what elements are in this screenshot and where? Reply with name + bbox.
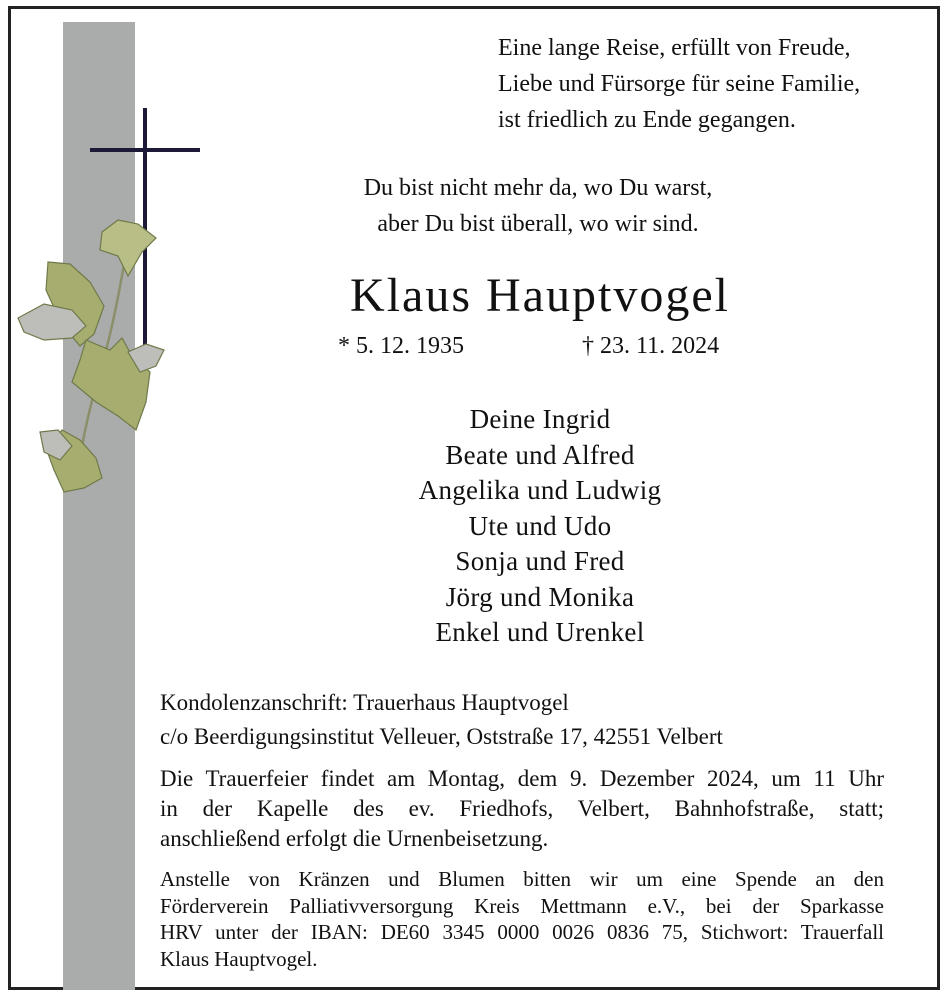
memorial-quote — [278, 170, 798, 242]
quote-line: Du bist nicht mehr da, wo Du warst, — [363, 175, 713, 201]
mourner-entry: Sonja und Fred — [455, 546, 625, 576]
birth-date: * 5. 12. 1935 — [338, 333, 464, 359]
intro-line: Liebe und Fürsorge für seine Familie, — [498, 71, 861, 97]
intro-line: ist friedlich zu Ende gegangen. — [498, 107, 796, 133]
donation-line: HRV unter der IBAN: DE60 3345 0000 0026 0836 75, Stichwort: Trauerfall — [160, 920, 884, 944]
address-line: c/o Beerdigungsinstitut Velleuer, Oststraße 17, 42551 Velbert — [160, 724, 723, 749]
donation-line: Klaus Hauptvogel. — [160, 946, 318, 971]
address-line: Kondolenzanschrift: Trauerhaus Hauptvogel — [160, 690, 569, 715]
mourner-entry: Jörg und Monika — [445, 581, 635, 612]
mourner-entry: Ute und Udo — [468, 510, 612, 541]
deceased-name: Klaus Hauptvogel — [350, 269, 730, 322]
death-date: † 23. 11. 2024 — [582, 333, 720, 359]
mourner-entry: Angelika und Ludwig — [418, 475, 662, 505]
intro-line: Eine lange Reise, erfüllt von Freude, — [498, 35, 851, 61]
mourner-entry: Enkel und Urenkel — [435, 617, 645, 647]
ceremony-line: Die Trauerfeier findet am Montag, dem 9. Dezember 2024, um 11 Uhr — [160, 766, 884, 791]
ceremony-line: anschließend erfolgt die Urnenbeisetzung. — [160, 826, 549, 851]
ceremony-line: in der Kapelle des ev. Friedhofs, Velbert, Bahnhofstraße, statt; — [160, 796, 884, 821]
mourner-entry: Beate und Alfred — [445, 439, 635, 470]
condolence-address — [160, 686, 890, 754]
donation-line: Anstelle von Kränzen und Blumen bitten wir um eine Spende an den — [160, 867, 884, 891]
intro-verse — [498, 30, 938, 138]
mourner-entry: Deine Ingrid — [469, 404, 611, 434]
ivy-leaves-icon — [18, 220, 164, 492]
quote-line: aber Du bist überall, wo wir sind. — [377, 211, 699, 237]
donation-request — [160, 866, 884, 972]
funeral-service-notice — [160, 764, 884, 854]
donation-line: Förderverein Palliativversorgung Kreis Mettmann e.V., bei der Sparkasse — [160, 893, 884, 918]
mourners-list — [330, 402, 750, 651]
